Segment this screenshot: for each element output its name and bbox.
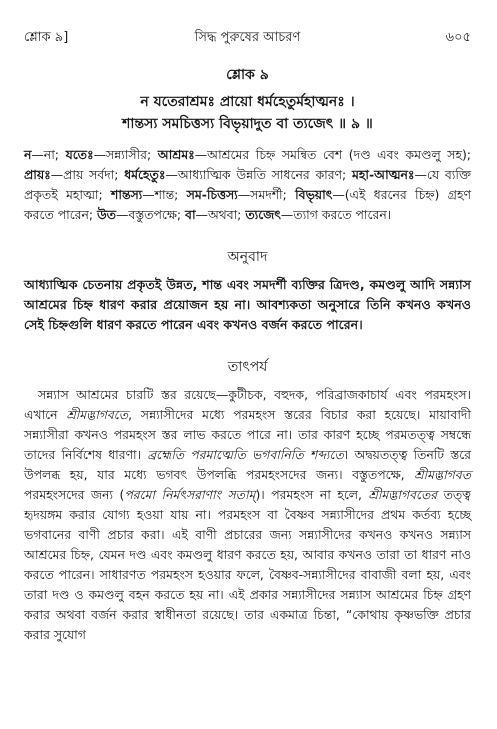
synonym-dash: — xyxy=(414,167,427,182)
synonym-dash: — xyxy=(280,207,294,222)
synonym-term: যতেঃ xyxy=(65,147,94,162)
synonym-dash: — xyxy=(142,187,155,202)
verse-line-2: শান্তস্য সমচিত্তস্য বিভৃয়াদুত বা ত্যজেৎ ॥ ৯ ॥ xyxy=(122,116,373,132)
synonym-term: ত্যজেৎ xyxy=(245,207,281,222)
purport-run: , সন্ন্যাসীদের মধ্যে পরমহংস স্তরের বিচার করা হয়েছে। মায়াবাদী সন্ন্যাসীরা কখনও পরমহংস স্তর লাভ করতে পারে না। তার কারণ হচ্ছে পরমতত্ত্ব সম্বন্ধে তাদের নির্বিশেষ ধারণা। xyxy=(24,407,471,462)
header-chapter-title: সিদ্ধ পুরুষের আচরণ xyxy=(194,30,301,45)
synonym-dash: — xyxy=(93,147,106,162)
translation-text: আধ্যাত্মিক চেতনায় প্রকৃতই উন্নত, শান্ত এবং সমদর্শী ব্যক্তির ত্রিদণ্ড, কমণ্ডলু আদি সন্ন্যাস আশ্রমের চিহ্ন ধারণ করার প্রয়োজন হয় না। আবশ্যকতা অনুসারে তিনি কখনও কখনও সেই চিহ্নগুলি ধারণ করতে পারেন এবং কখনও বর্জন করতে পারেন। xyxy=(24,277,471,332)
purport-run: সন্ন্যাস আশ্রমের চারটি স্তর রয়েছে—কুটীচক, বহুদক, পরিব্রাজকাচার্য এবং পরমহংস। এখানে xyxy=(24,387,471,422)
synonym-meaning: যে ব্যক্তি প্রকৃতই মহাত্মা; xyxy=(24,167,471,202)
purport-text xyxy=(24,385,471,645)
synonym-dash: — xyxy=(115,207,129,222)
synonym-meaning: আধ্যাত্মিক উন্নতি সাধনের কারণ; xyxy=(177,167,347,182)
verse-line-1: ন যতেরাশ্রমঃ প্রায়ো ধর্মহেতুর্মহাত্মনঃ । xyxy=(140,94,355,110)
purport-italic: ব্রহ্মেতি পরমাত্মেতি ভগবানিতি শব্দ্যতে xyxy=(147,447,344,462)
synonym-dash: — xyxy=(194,147,208,162)
synonym-dash: — xyxy=(31,147,44,162)
verse-block xyxy=(24,63,471,135)
purport-run: তত্ত্ব হৃদয়ঙ্গম করার যোগ্য হওয়া যায় না। পরমহংস বা বৈষ্ণব সন্ন্যাসীদের প্রথম কর্তব্য হচ্ছে ভগবানের বাণী প্রচার করা। এই বাণী প্রচারের জন্য সন্ন্যাসীদের কখনও কখনও সন্ন্যাস আশ্রমের চিহ্ন, যেমন দণ্ড এবং কমণ্ডলু ধারণ করতে হয়, আবার কখনও তারা তা ধারণ নাও করতে পারেন। সাধারণত পরমহংস হওয়ার ফলে, বৈষ্ণব-সন্ন্যাসীদের বাবাজী বলা হয়, এবং তারা দণ্ড ও কমণ্ডলু বহন করতে হয় না। এই প্রকার সন্ন্যাসীদের সন্ন্যাস আশ্রমের চিহ্ন গ্রহণ করার অথবা বর্জন করার স্বাধীনতা রয়েছে। তার একমাত্র চিন্তা, “কোথায় কৃষ্ণভক্তি প্রচার করার সুযোগ xyxy=(24,487,471,642)
purport-run: পরমহংসদের জন্য ( xyxy=(24,487,125,502)
synonym-term: উত xyxy=(97,207,116,222)
synonym-term: শান্তস্য xyxy=(111,187,143,202)
header-verse-ref: শ্লোক ৯] xyxy=(24,30,69,45)
synonym-meaning: বস্তুতপক্ষে; xyxy=(128,207,182,222)
page-number: ৬০৫ xyxy=(445,30,471,45)
synonym-meaning: (এই ধরনের চিহ্ন) গ্রহণ করতে পারেন; xyxy=(24,187,471,222)
purport-run: । অদ্বয়তত্ত্ব তিনটি স্তরে উপলব্ধ হয়, যার মধ্যে ভগবৎ উপলব্ধি পরমহংসদের জন্য। বস্তুতপক্ষে, xyxy=(24,447,471,482)
purport-italic: শ্রীমদ্ভাগবতে xyxy=(66,407,129,422)
synonym-meaning: ত্যাগ করতে পারেন। xyxy=(293,207,392,222)
synonym-term: ন xyxy=(24,147,32,162)
synonym-term: ধর্মহেতুঃ xyxy=(124,167,166,182)
synonym-term: মহা-আত্মনঃ xyxy=(352,167,415,182)
verse-number: শ্লোক ৯ xyxy=(226,67,269,83)
word-synonyms xyxy=(24,145,471,225)
synonym-dash: — xyxy=(237,187,251,202)
synonym-meaning: না; xyxy=(43,147,59,162)
synonym-meaning: শান্ত; xyxy=(154,187,179,202)
translation-heading: অনুবাদ xyxy=(227,249,268,265)
synonym-meaning: আশ্রমের চিহ্ন সমন্বিত বেশ (দণ্ড এবং কমণ্ডলু সহ); xyxy=(207,147,471,162)
synonym-meaning: সন্ন্যাসীর; xyxy=(105,147,152,162)
synonym-term: আশ্রমঃ xyxy=(157,147,195,162)
synonym-term: সম-চিত্তস্য xyxy=(186,187,238,202)
synonym-meaning: অথবা; xyxy=(207,207,242,222)
purport-heading: তাৎপর্য xyxy=(227,359,268,375)
synonym-dash: — xyxy=(195,207,208,222)
synonym-meaning: সমদর্শী; xyxy=(250,187,287,202)
purport-italic: শ্রীমদ্ভাগবতের xyxy=(368,487,438,502)
synonym-dash: — xyxy=(332,187,345,202)
synonym-term: প্রায়ঃ xyxy=(24,167,51,182)
synonym-term: বা xyxy=(185,207,196,222)
running-header xyxy=(24,0,471,49)
synonym-term: বিভৃয়াৎ xyxy=(295,187,333,202)
synonym-dash: — xyxy=(50,167,64,182)
purport-italic: শ্রীমদ্ভাগবত xyxy=(414,467,471,482)
synonym-dash: — xyxy=(165,167,178,182)
purport-run: )। পরমহংস না হলে, xyxy=(255,487,369,502)
synonym-meaning: প্রায় সর্বদা; xyxy=(63,167,119,182)
purport-italic: পরমো নির্মৎসরাণাং সতাম্‌ xyxy=(124,487,256,502)
